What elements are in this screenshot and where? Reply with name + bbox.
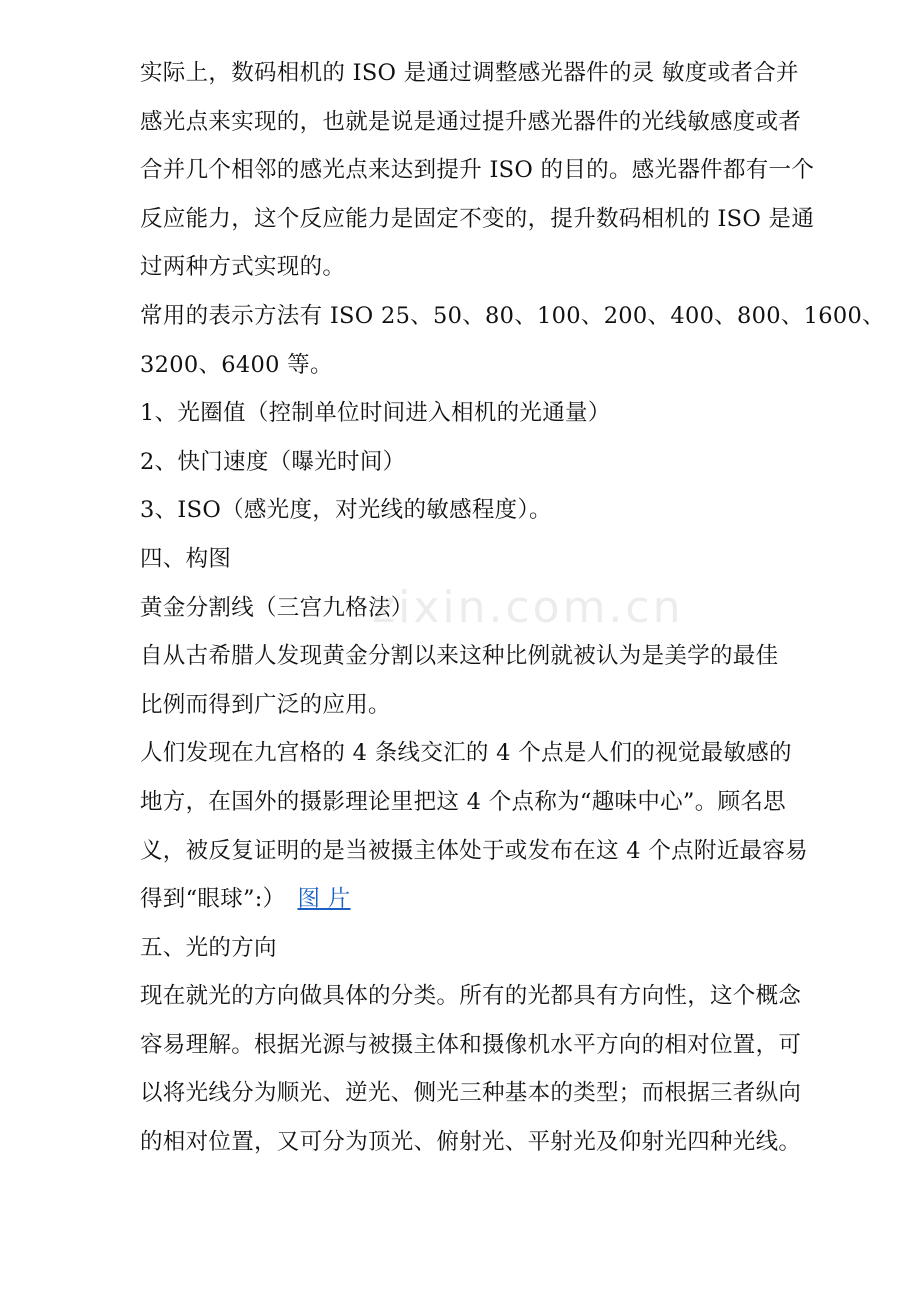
paragraph-line: 过两种方式实现的。 [140,254,346,281]
paragraph-line: 人们发现在九宫格的 4 条线交汇的 4 个点是人们的视觉最敏感的 [140,740,792,767]
paragraph-line-with-link [140,875,852,924]
paragraph-line: 合并几个相邻的感光点来达到提升 ISO 的目的。感光器件都有一个 [140,157,815,184]
subheading-golden-ratio: 黄金分割线（三宫九格法） [140,594,414,621]
list-item-iso: 3、ISO（感光度，对光线的敏感程度）。 [140,497,552,524]
paragraph-line: 比例而得到广泛的应用。 [140,691,391,718]
paragraph-line: 实际上，数码相机的 ISO 是通过调整感光器件的灵 敏度或者合并 [140,60,799,86]
paragraph-line: 自从古希腊人发现黄金分割以来这种比例就被认为是美学的最佳 [140,643,779,670]
paragraph-line: 的相对位置，又可分为顶光、俯射光、平射光及仰射光四种光线。 [140,1129,802,1156]
paragraph-line: 常用的表示方法有 ISO 25、50、80、100、200、400、800、1600、 [140,302,885,329]
watermark: zixin.com.cn [372,582,684,633]
paragraph-line: 地方，在国外的摄影理论里把这 4 个点称为“趣味中心”。顾名思 [140,788,786,815]
paragraph-line: 容易理解。根据光源与被摄主体和摄像机水平方向的相对位置，可 [140,1031,802,1058]
paragraph-line: 感光点来实现的，也就是说是通过提升感光器件的光线敏感度或者 [140,108,802,135]
paragraph-text: 得到“眼球”:） [140,886,286,913]
paragraph-line: 反应能力，这个反应能力是固定不变的，提升数码相机的 ISO 是通 [140,205,815,232]
document-body [140,49,885,1167]
paragraph-line: 3200、6400 等。 [140,351,333,378]
list-item-shutter: 2、快门速度（曝光时间） [140,448,406,475]
image-link[interactable]: 图 片 [297,886,351,913]
list-item-aperture: 1、光圈值（控制单位时间进入相机的光通量） [140,400,611,427]
paragraph-line: 义，被反复证明的是当被摄主体处于或发布在这 4 个点附近最容易 [140,837,808,864]
paragraph-line: 现在就光的方向做具体的分类。所有的光都具有方向性，这个概念 [140,983,802,1010]
section-heading-composition: 四、构图 [140,545,232,572]
section-heading-light-direction: 五、光的方向 [140,934,277,961]
paragraph-line: 以将光线分为顺光、逆光、侧光三种基本的类型；而根据三者纵向 [140,1080,802,1107]
